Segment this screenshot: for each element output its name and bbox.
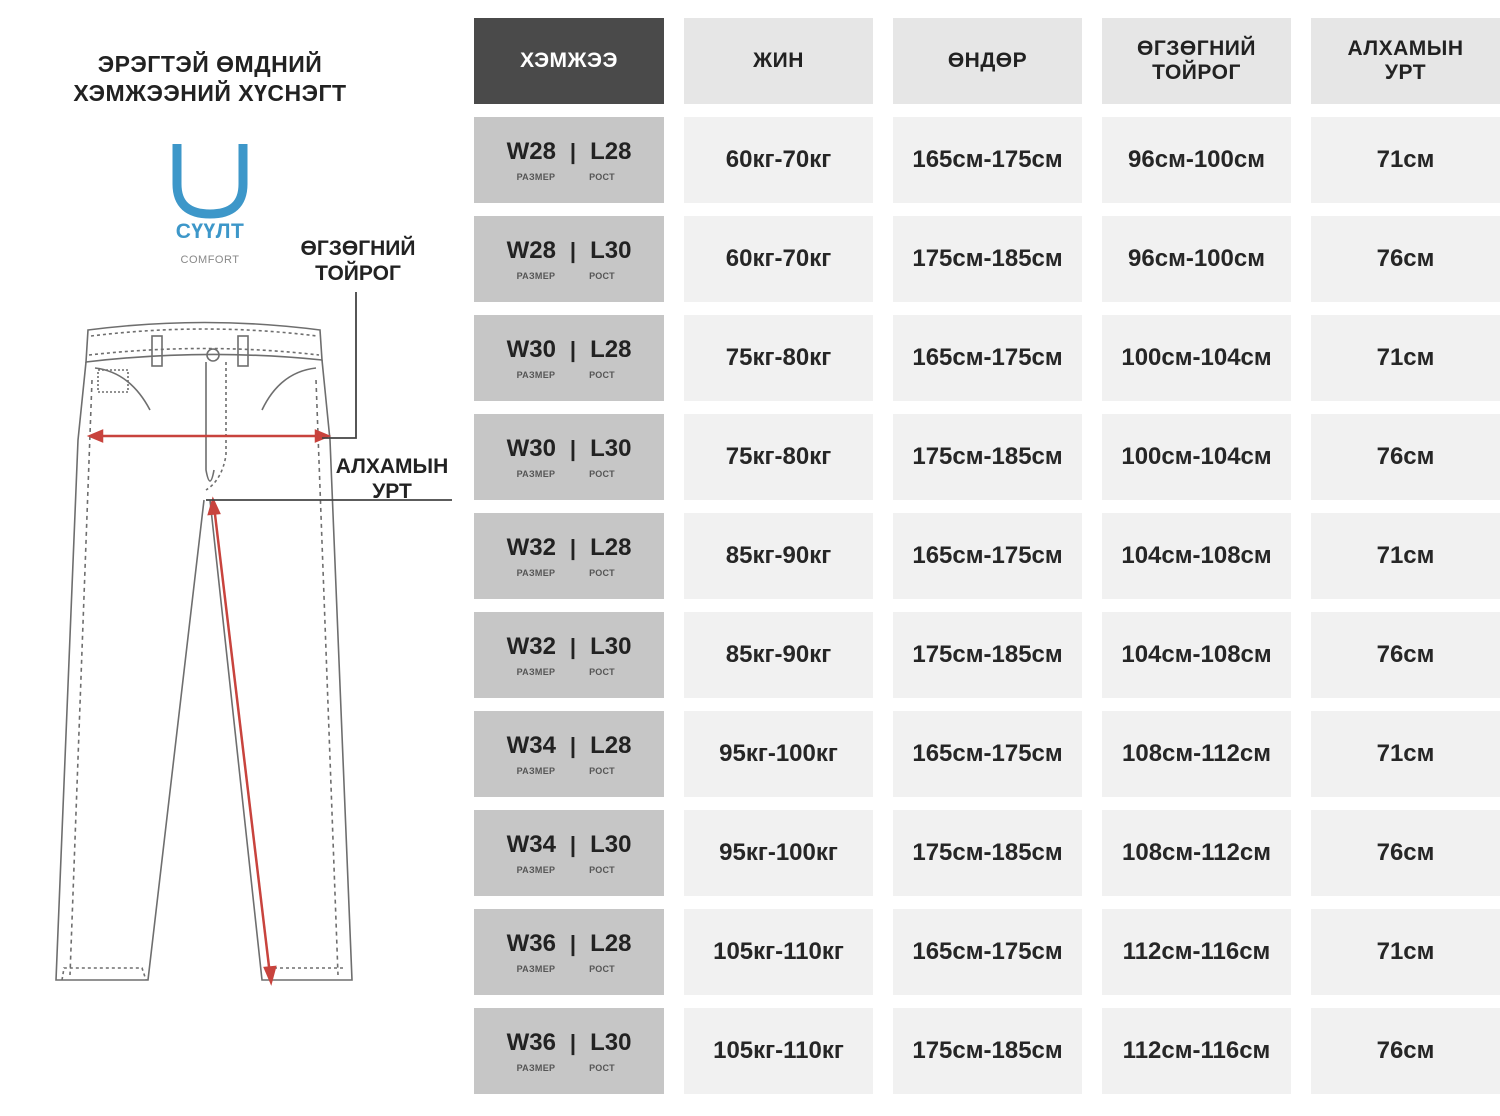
length-size: L30 — [590, 1029, 632, 1056]
hip-circumference-cell: 112см-116см — [1102, 909, 1291, 995]
header-size — [474, 18, 664, 104]
size-sublabels — [508, 469, 630, 479]
waist-sublabel: РАЗМЕР — [516, 964, 556, 974]
waist-sublabel: РАЗМЕР — [516, 766, 556, 776]
length-size: L30 — [590, 237, 632, 264]
header-label — [753, 49, 804, 73]
header-label — [520, 49, 618, 73]
size-cell — [474, 117, 664, 203]
weight-cell: 85кг-90кг — [684, 612, 873, 698]
height-cell: 165см-175см — [893, 117, 1082, 203]
height-cell: 165см-175см — [893, 513, 1082, 599]
size-cell — [474, 216, 664, 302]
hip-circumference-cell: 108см-112см — [1102, 810, 1291, 896]
header-hip-circumference — [1102, 18, 1291, 104]
weight-cell: 85кг-90кг — [684, 513, 873, 599]
size-sublabels — [508, 667, 630, 677]
size-cell — [474, 414, 664, 500]
length-size: L30 — [590, 831, 632, 858]
inseam-cell: 71см — [1311, 909, 1500, 995]
size-separator: | — [569, 238, 577, 263]
size-cell — [474, 810, 664, 896]
height-cell: 175см-185см — [893, 414, 1082, 500]
size-sublabels — [508, 1063, 630, 1073]
chart-title-line2: ХЭМЖЭЭНИЙ ХҮСНЭГТ — [73, 80, 347, 106]
weight-cell: 95кг-100кг — [684, 810, 873, 896]
waist-size: W28 — [506, 138, 556, 165]
size-code — [507, 930, 632, 958]
height-cell: 165см-175см — [893, 711, 1082, 797]
size-sublabels — [508, 568, 630, 578]
inseam-measure-arrow — [209, 500, 275, 982]
length-size: L30 — [590, 435, 632, 462]
header-label-line1: АЛХАМЫН — [1347, 37, 1464, 60]
height-cell: 175см-185см — [893, 810, 1082, 896]
header-label-line2: ТОЙРОГ — [1152, 61, 1241, 84]
brand-tagline: COMFORT — [180, 254, 240, 266]
length-sublabel: РОСТ — [589, 667, 615, 677]
size-code — [507, 435, 632, 463]
size-sublabels — [508, 766, 630, 776]
size-separator: | — [569, 1030, 577, 1055]
header-label-line1: ЖИН — [753, 49, 804, 72]
height-cell: 165см-175см — [893, 315, 1082, 401]
size-code — [507, 237, 632, 265]
size-cell — [474, 315, 664, 401]
weight-cell: 60кг-70кг — [684, 216, 873, 302]
size-code — [507, 138, 632, 166]
waist-label-line1: ӨГЗӨГНИЙ — [300, 237, 416, 260]
left-leg — [56, 362, 204, 980]
size-code — [507, 831, 632, 859]
waist-sublabel: РАЗМЕР — [516, 469, 556, 479]
weight-cell: 105кг-110кг — [684, 909, 873, 995]
hip-circumference-cell: 104см-108см — [1102, 513, 1291, 599]
inseam-cell: 76см — [1311, 414, 1500, 500]
height-cell: 175см-185см — [893, 612, 1082, 698]
height-cell: 175см-185см — [893, 216, 1082, 302]
size-separator: | — [569, 832, 577, 857]
waist-sublabel: РАЗМЕР — [516, 667, 556, 677]
size-sublabels — [508, 172, 630, 182]
length-size: L28 — [590, 930, 632, 957]
size-separator: | — [569, 634, 577, 659]
waist-label — [296, 236, 420, 286]
waist-sublabel: РАЗМЕР — [516, 370, 556, 380]
pants-diagram — [0, 0, 460, 1116]
waist-size: W30 — [506, 336, 556, 363]
waist-sublabel: РАЗМЕР — [516, 271, 556, 281]
length-size: L28 — [590, 336, 632, 363]
header-label-line1: ӨГЗӨГНИЙ — [1137, 37, 1256, 60]
size-cell — [474, 1008, 664, 1094]
header-inseam — [1311, 18, 1500, 104]
waistband — [86, 323, 322, 363]
length-sublabel: РОСТ — [589, 172, 615, 182]
length-sublabel: РОСТ — [589, 865, 615, 875]
inseam-cell: 76см — [1311, 810, 1500, 896]
inseam-cell: 76см — [1311, 1008, 1500, 1094]
waist-sublabel: РАЗМЕР — [516, 865, 556, 875]
size-separator: | — [569, 535, 577, 560]
size-separator: | — [569, 733, 577, 758]
waist-size: W32 — [506, 633, 556, 660]
size-code — [507, 1029, 632, 1057]
length-sublabel: РОСТ — [589, 964, 615, 974]
length-size: L30 — [590, 633, 632, 660]
size-sublabels — [508, 271, 630, 281]
size-code — [507, 633, 632, 661]
hip-circumference-cell: 96см-100см — [1102, 216, 1291, 302]
waist-size: W36 — [506, 930, 556, 957]
hip-circumference-cell: 108см-112см — [1102, 711, 1291, 797]
length-size: L28 — [590, 732, 632, 759]
header-label-line1: ХЭМЖЭЭ — [520, 49, 618, 72]
waist-sublabel: РАЗМЕР — [516, 568, 556, 578]
waist-measure-arrow — [90, 431, 328, 441]
inseam-cell: 71см — [1311, 513, 1500, 599]
inseam-label-line1: АЛХАМЫН — [335, 455, 449, 478]
inseam-cell: 71см — [1311, 711, 1500, 797]
weight-cell: 60кг-70кг — [684, 117, 873, 203]
header-label — [948, 49, 1027, 73]
waist-size: W34 — [506, 831, 556, 858]
size-separator: | — [569, 337, 577, 362]
inseam-label — [330, 454, 454, 504]
header-label-line1: ӨНДӨР — [947, 49, 1028, 72]
waist-label-line2: ТОЙРОГ — [315, 262, 401, 285]
waist-sublabel: РАЗМЕР — [516, 172, 556, 182]
inseam-label-line2: УРТ — [372, 480, 412, 503]
size-separator: | — [569, 436, 577, 461]
hip-circumference-cell: 112см-116см — [1102, 1008, 1291, 1094]
size-cell — [474, 513, 664, 599]
waist-size: W34 — [506, 732, 556, 759]
inseam-cell: 71см — [1311, 315, 1500, 401]
weight-cell: 95кг-100кг — [684, 711, 873, 797]
size-separator: | — [569, 931, 577, 956]
header-label — [1137, 37, 1256, 85]
length-sublabel: РОСТ — [589, 370, 615, 380]
waist-size: W30 — [506, 435, 556, 462]
header-label-line2: УРТ — [1384, 61, 1427, 84]
length-sublabel: РОСТ — [589, 1063, 615, 1073]
length-size: L28 — [590, 534, 632, 561]
size-sublabels — [508, 964, 630, 974]
size-sublabels — [508, 865, 630, 875]
length-sublabel: РОСТ — [589, 469, 615, 479]
hip-circumference-cell: 96см-100см — [1102, 117, 1291, 203]
header-label — [1347, 37, 1463, 85]
size-sublabels — [508, 370, 630, 380]
waist-sublabel: РАЗМЕР — [516, 1063, 556, 1073]
waist-size: W32 — [506, 534, 556, 561]
waist-size: W36 — [506, 1029, 556, 1056]
height-cell: 175см-185см — [893, 1008, 1082, 1094]
length-size: L28 — [590, 138, 632, 165]
header-weight — [684, 18, 873, 104]
inseam-cell: 76см — [1311, 612, 1500, 698]
size-cell — [474, 711, 664, 797]
size-code — [507, 336, 632, 364]
hip-circumference-cell: 100см-104см — [1102, 315, 1291, 401]
hip-circumference-cell: 100см-104см — [1102, 414, 1291, 500]
weight-cell: 75кг-80кг — [684, 414, 873, 500]
inseam-cell: 76см — [1311, 216, 1500, 302]
length-sublabel: РОСТ — [589, 766, 615, 776]
size-code — [507, 732, 632, 760]
length-sublabel: РОСТ — [589, 271, 615, 281]
right-leg — [210, 360, 352, 980]
size-cell — [474, 612, 664, 698]
weight-cell: 75кг-80кг — [684, 315, 873, 401]
inseam-cell: 71см — [1311, 117, 1500, 203]
size-cell — [474, 909, 664, 995]
weight-cell: 105кг-110кг — [684, 1008, 873, 1094]
size-separator: | — [569, 139, 577, 164]
height-cell: 165см-175см — [893, 909, 1082, 995]
size-code — [507, 534, 632, 562]
length-sublabel: РОСТ — [589, 568, 615, 578]
brand-name: СҮҮЛТ — [175, 220, 245, 243]
chart-title-line1: ЭРЭГТЭЙ ӨМДНИЙ — [97, 51, 323, 77]
hip-circumference-cell: 104см-108см — [1102, 612, 1291, 698]
header-height — [893, 18, 1082, 104]
waist-size: W28 — [506, 237, 556, 264]
